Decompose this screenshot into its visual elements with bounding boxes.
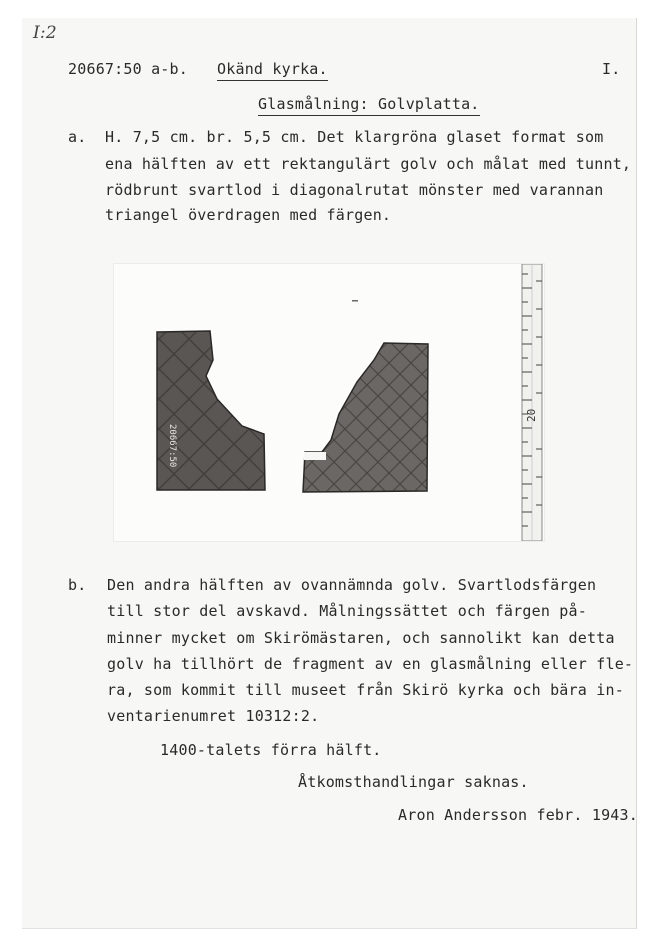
item-b-line: golv ha tillhört de fragment av en glasmålning eller fle- (107, 655, 634, 673)
inventory-number: 20667:50 a-b. (68, 60, 188, 78)
item-a-line: rödbrunt svartlod i diagonalrutat mönster med varannan (105, 181, 604, 199)
fragment-inscription: 20667:50 (167, 424, 177, 468)
glass-fragment-right (303, 343, 428, 492)
fragment-photograph (113, 263, 545, 542)
item-b-label: b. (68, 576, 87, 594)
item-b-line: minner mycket om Skirömästaren, och sannolikt kan detta (107, 629, 615, 647)
object-type-heading: Glasmålning: Golvplatta. (258, 95, 480, 116)
item-a-line: H. 7,5 cm. br. 5,5 cm. Det klargröna glaset format som (105, 128, 604, 146)
ruler-label: 20 (525, 408, 538, 422)
item-b-line: till stor del avskavd. Målningssättet och färgen på- (107, 602, 587, 620)
location-title: Okänd kyrka. (217, 60, 328, 81)
dating: 1400-talets förra hälft. (160, 741, 382, 759)
measurement-ruler (522, 264, 542, 541)
item-b-line: ventarienumret 10312:2. (107, 707, 320, 725)
item-a-label: a. (68, 128, 87, 146)
handwritten-reference: I:2 (33, 23, 57, 43)
item-a-line: ena hälften av ett rektangulärt golv och målat med tunnt, (105, 155, 632, 173)
acquisition-note: Åtkomsthandlingar saknas. (298, 773, 529, 791)
author-signature: Aron Andersson febr. 1943. (398, 806, 638, 824)
card-number: I. (602, 60, 621, 78)
item-b-line: Den andra hälften av ovannämnda golv. Svartlodsfärgen (107, 576, 597, 594)
item-a-line: triangel överdragen med färgen. (105, 206, 392, 224)
glass-fragment-left (157, 331, 265, 490)
item-b-line: ra, som kommit till museet från Skirö kyrka och bära in- (107, 681, 624, 699)
